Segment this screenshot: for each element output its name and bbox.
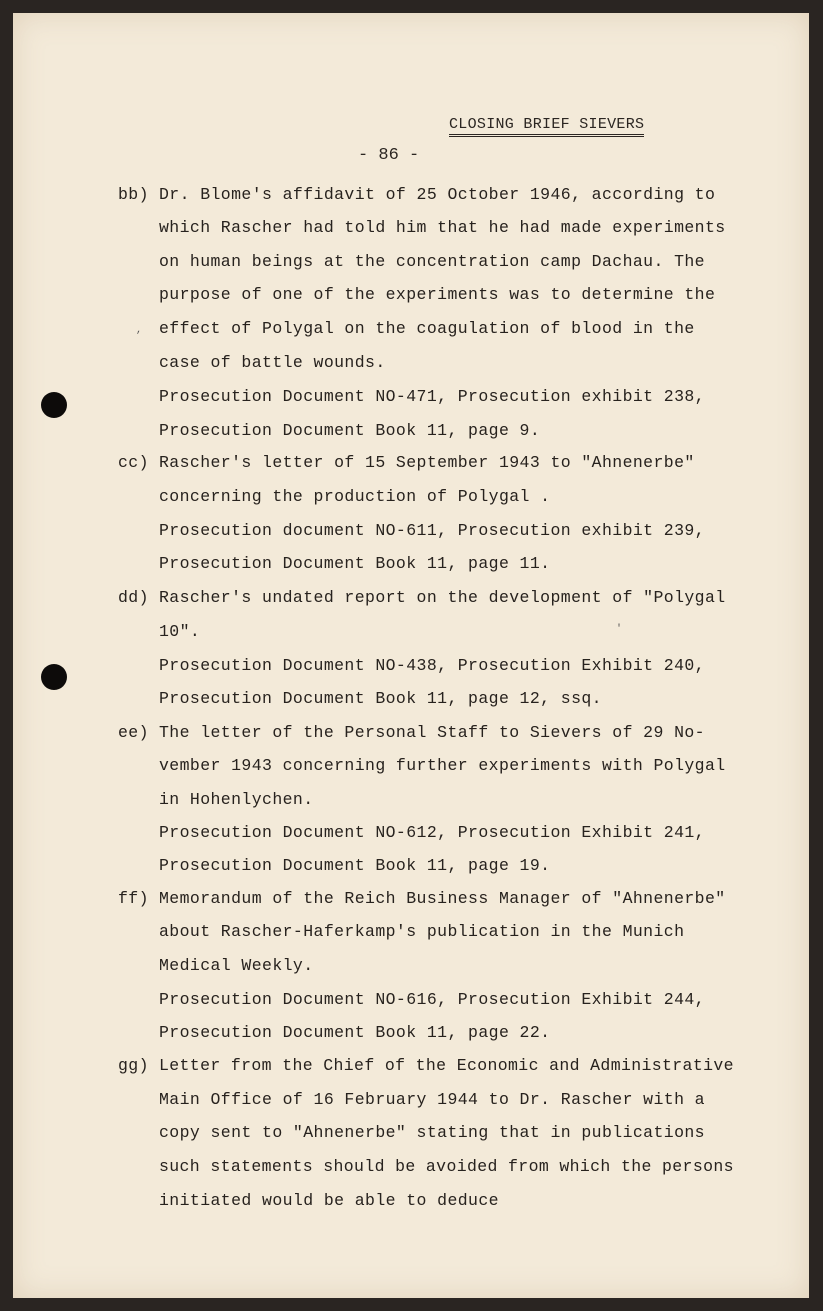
entry-label: ee)	[118, 723, 149, 742]
reference-line: Prosecution Document NO-612, Prosecution Exhibit 241,	[159, 823, 705, 842]
text-line: 10".	[159, 622, 201, 641]
reference-line: Prosecution Document Book 11, page 9.	[159, 421, 541, 440]
punch-hole	[41, 392, 67, 418]
text-line: concerning the production of Polygal .	[159, 487, 551, 506]
text-line: in Hohenlychen.	[159, 790, 314, 809]
text-line: The letter of the Personal Staff to Sievers of 29 No-	[159, 723, 705, 742]
text-line: effect of Polygal on the coagulation of blood in the	[159, 319, 695, 338]
punch-hole	[41, 664, 67, 690]
text-line: Medical Weekly.	[159, 956, 314, 975]
page-number: - 86 -	[358, 146, 420, 165]
text-line: about Rascher-Haferkamp's publication in the Munich	[159, 922, 685, 941]
text-line: vember 1943 concerning further experiments with Polygal	[159, 756, 726, 775]
reference-line: Prosecution Document NO-616, Prosecution Exhibit 244,	[159, 990, 705, 1009]
entry-label: gg)	[118, 1056, 149, 1075]
reference-line: Prosecution Document Book 11, page 19.	[159, 856, 551, 875]
reference-line: Prosecution Document Book 11, page 11.	[159, 554, 551, 573]
reference-line: Prosecution Document Book 11, page 22.	[159, 1023, 551, 1042]
entry-label: dd)	[118, 588, 149, 607]
text-line: Main Office of 16 February 1944 to Dr. Rascher with a	[159, 1090, 705, 1109]
text-line: Letter from the Chief of the Economic and Administrative	[159, 1056, 734, 1075]
reference-line: Prosecution Document Book 11, page 12, ssq.	[159, 689, 602, 708]
text-line: such statements should be avoided from which the persons	[159, 1157, 734, 1176]
text-line: Rascher's undated report on the development of "Polygal	[159, 588, 726, 607]
text-line: initiated would be able to deduce	[159, 1191, 499, 1210]
reference-line: Prosecution Document NO-471, Prosecution exhibit 238,	[159, 387, 705, 406]
text-line: Dr. Blome's affidavit of 25 October 1946, according to	[159, 185, 716, 204]
text-line: on human beings at the concentration camp Dachau. The	[159, 252, 705, 271]
entry-label: ff)	[118, 889, 149, 908]
reference-line: Prosecution document NO-611, Prosecution exhibit 239,	[159, 521, 705, 540]
page-header: CLOSING BRIEF SIEVERS	[449, 116, 644, 137]
stray-mark: '	[616, 624, 623, 635]
entry-label: cc)	[118, 453, 149, 472]
stray-mark: ,	[136, 325, 143, 336]
text-line: copy sent to "Ahnenerbe" stating that in publications	[159, 1123, 705, 1142]
reference-line: Prosecution Document NO-438, Prosecution Exhibit 240,	[159, 656, 705, 675]
text-line: Rascher's letter of 15 September 1943 to "Ahnenerbe"	[159, 453, 695, 472]
text-line: which Rascher had told him that he had made experiments	[159, 218, 726, 237]
text-line: Memorandum of the Reich Business Manager of "Ahnenerbe"	[159, 889, 726, 908]
entry-label: bb)	[118, 185, 149, 204]
text-line: purpose of one of the experiments was to determine the	[159, 285, 716, 304]
text-line: case of battle wounds.	[159, 353, 386, 372]
